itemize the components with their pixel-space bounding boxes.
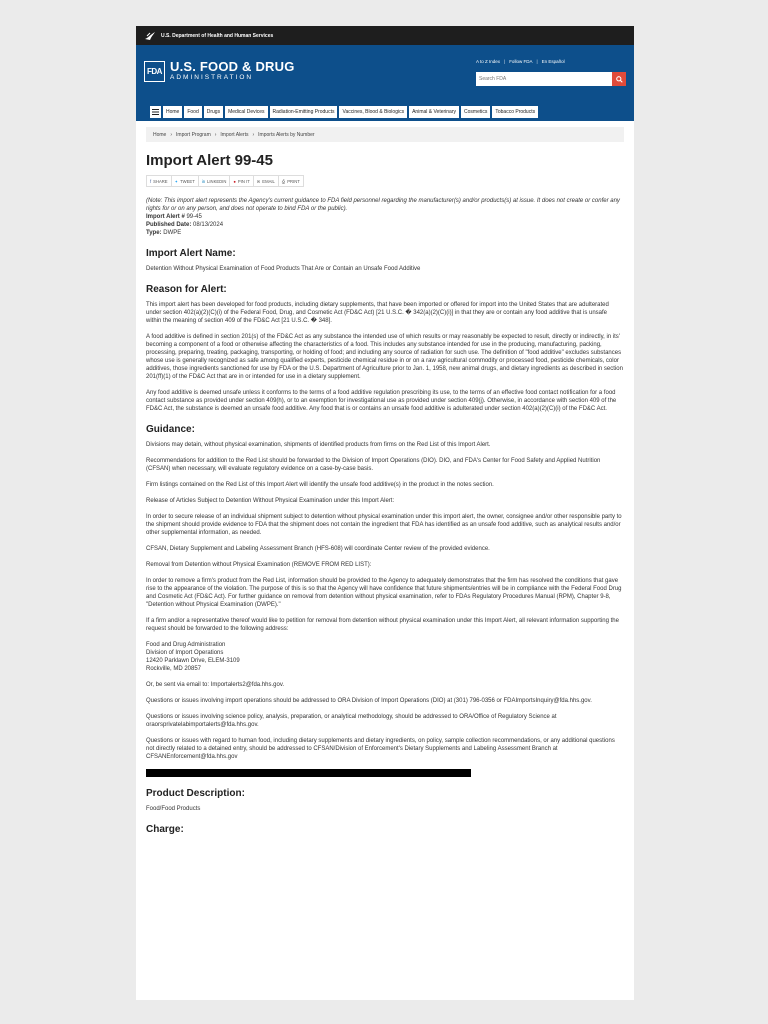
share-label: LINKEDIN [207,178,227,184]
guidance-paragraph: In order to remove a firm's product from the Red List, information should be provided to the Agency to adequately demonstrates that the firm has resolved the conditions that gave rise to the appearance of the violation. The purpose of this is so that the Agency will have confidence that future shipments/entries will be in compliance with the Federal Food Drug and Cosmetic Act (FD&C Act). For further guidance on removal from detention without physical examination, refer to FDAs Regulatory Procedures Manual (RPM), Chapter 9-8, "Detention without Physical Examination (DWPE)." [146,578,622,608]
menu-button[interactable] [150,106,161,118]
section-heading-product-description: Product Description: [146,788,245,799]
search-form [476,72,626,86]
meta-published-date [146,221,624,229]
page-container [136,26,634,1000]
search-input[interactable] [476,72,612,86]
mailing-address [146,641,624,673]
meta-value: 99-45 [186,214,202,220]
meta-type [146,229,624,237]
guidance-paragraph: Firm listings contained on the Red List of this Import Alert will identify the unsafe food additive(s) in the product in the notes section. [146,482,494,488]
email-icon: ✉ [256,178,261,184]
twitter-icon: ✦ [174,178,179,184]
guidance-paragraph: Removal from Detention without Physical Examination (REMOVE FROM RED LIST): [146,562,372,568]
share-label: PIN IT [237,178,250,184]
guidance-paragraph: Recommendations for addition to the Red List should be forwarded to the Division of Import Operations (DIO). DIO, and FDA's Center for Food Safety and Applied Nutrition (CFSAN) when necessary, will evaluate regulatory evidence on a case-by-case basis. [146,458,601,472]
nav-tobacco-products[interactable]: Tobacco Products [492,106,538,118]
page-title: Import Alert 99-45 [146,152,273,169]
section-heading-charge: Charge: [146,824,184,835]
nav-home[interactable]: Home [163,106,182,118]
util-separator: | [504,59,506,64]
reason-paragraph: Any food additive is deemed unsafe unless it conforms to the terms of a food additive regulation prescribing its use, to the terms of an effective food contact notification for a food contact substance as provided under section 409(h), or to an exemption for investigational use as provided under section 409(j). Otherwise, in accordance with section 409 of the FD&C Act, the substance is deemed an unsafe food additive. Any food that is or contains an unsafe food additive is adulterated under section 402(a)(2)(C)(i) of the FD&C Act. [146,390,617,412]
nav-cosmetics[interactable]: Cosmetics [461,106,490,118]
share-label: PRINT [287,178,300,184]
logo-subtitle: ADMINISTRATION [170,74,254,81]
breadcrumb [146,127,624,142]
share-label: SHARE [153,178,168,184]
nav-radiation-emitting-products[interactable]: Radiation-Emitting Products [270,106,338,118]
share-twitter-button[interactable] [171,175,199,187]
nav-drugs[interactable]: Drugs [204,106,223,118]
guidance-paragraph: Release of Articles Subject to Detention Without Physical Examination under this Import Alert: [146,498,395,504]
print-icon: ⎙ [281,178,286,184]
nav-medical-devices[interactable]: Medical Devices [225,106,267,118]
en-espanol-link[interactable]: En Español [541,59,565,64]
meta-label: Published Date: [146,222,192,228]
disclaimer-note: (Note: This import alert represents the Agency's current guidance to FDA field personnel regarding the manufacturer(s) and/or products(s) at issue. It does not create or confer any rights for or on any person, and does not operate to bind FDA or the public). [146,198,620,212]
breadcrumb-separator: › [214,131,217,138]
share-pinterest-button[interactable] [229,175,253,187]
util-separator: | [536,59,538,64]
share-linkedin-button[interactable] [198,175,231,187]
email-instruction: Or, be sent via email to: Importalerts2@fda.hhs.gov. [146,682,285,688]
section-heading-alert-name: Import Alert Name: [146,248,236,259]
breadcrumb-import-alerts[interactable]: Import Alerts [220,131,249,138]
contact-paragraph: Questions or issues involving import operations should be addressed to ORA Division of Import Operations (DIO) at (301) 796-0356 or FDAImportsInquiry@fda.hhs.gov. [146,698,592,704]
hhs-bar [136,26,634,45]
reason-paragraph: This import alert has been developed for food products, including dietary supplements, that have been imported or offered for import into the United States that are adulterated under section 402(a)(2)(C)(i) of the Federal Food, Drug, and Cosmetic Act (FD&C Act) [21 U.S.C. � 342(a)(2)(C)(i)] in that they are or contain any food additive that is unsafe within the meaning of section 409 of the FD&C Act [21 U.S.C. � 348]. [146,302,609,324]
address-line: 12420 Parklawn Drive, ELEM-3109 [146,658,240,664]
print-button[interactable] [278,175,304,187]
utility-links [476,59,565,64]
meta-value: 08/13/2024 [193,222,224,228]
share-facebook-button[interactable] [146,175,172,187]
section-heading-guidance: Guidance: [146,424,195,435]
reason-paragraph: A food additive is defined in section 201(s) of the FD&C Act as any substance the intended use of which results or may reasonably be expected to result, directly or indirectly, in its' becoming a component of a food or otherwise affecting the characteristics of a food. This includes any substance intended for use in the producing, manufacturing, packing, processing, preparing, treating, packaging, transporting, or holding of food; and including any source of radiation for such use. The definition of "food additive" excludes substances whose use is generally recognized as safe among qualified experts, pesticide chemical residue in or on a raw agricultural commodity or processed food, pesticide chemicals, color additives, those ingredients sanctioned for use by FDA or the U.S. Department of Agriculture prior to Jan. 1, 1958, new animal drugs, and dietary ingredients as described in section 201(ff)(1) of the FD&C Act that are in or intended for use in a dietary supplement. [146,334,623,380]
alert-name-text: Detention Without Physical Examination of Food Products That Are or Contain an Unsafe Food Additive [146,266,421,272]
main-nav [136,103,634,121]
meta-label: Type: [146,230,162,236]
guidance-paragraph: CFSAN, Dietary Supplement and Labeling Assessment Branch (HFS-608) will coordinate Center review of the provided evidence. [146,546,490,552]
hhs-bar-text[interactable]: U.S. Department of Health and Human Services [161,32,274,39]
guidance-paragraph: If a firm and/or a representative thereof would like to petition for removal from detention without physical examination under this Import Alert, all relevant information supporting the request should be forwarded to the following address: [146,618,619,632]
logo-title: U.S. FOOD & DRUG [170,59,295,74]
facebook-icon: f [150,178,152,184]
share-email-button[interactable] [253,175,279,187]
follow-fda-link[interactable]: Follow FDA [509,59,533,64]
nav-vaccines-blood-biologics[interactable]: Vaccines, Blood & Biologics [339,106,407,118]
breadcrumb-separator: › [170,131,173,138]
breadcrumb-home[interactable]: Home [153,131,167,138]
meta-alert-number [146,213,624,221]
breadcrumb-import-program[interactable]: Import Program [176,131,211,138]
meta-label: Import Alert # [146,214,185,220]
pinterest-icon: ● [233,178,236,184]
main-content [136,153,634,836]
product-description-text: Food/Food Products [146,806,201,812]
guidance-paragraph: In order to secure release of an individual shipment subject to detention without physical examination under this import alert, the owner, consignee and/or other responsible party to the shipment should provide evidence to FDA that the shipment does not contain the ingredient that FDA has identified as an unsafe food additive, such as analytical results and/or other supplemental information, as needed. [146,514,622,536]
hhs-eagle-icon [144,31,156,41]
menu-icon [152,109,159,115]
address-line: Food and Drug Administration [146,642,226,648]
share-label: TWEET [180,178,195,184]
breadcrumb-alerts-by-number[interactable]: Imports Alerts by Number [258,131,315,138]
meta-value: DWPE [163,230,182,236]
contact-paragraph: Questions or issues with regard to human food, including dietary supplements and dietary ingredients, on policy, sample collection recommendations, or any additional questions not directly related to a detained entry, should be addressed to CFSAN/Division of Enforcement's Dietary Supplements and Labeling Assessment Branch at CFSANEnforcement@fda.hhs.gov [146,738,615,760]
contact-paragraph: Questions or issues involving science policy, analysis, preparation, or analytical methodology, should be addressed to ORA/Office of Regulatory Science at oraorsprivatelabimportalerts@fda.hhs.gov. [146,714,557,728]
guidance-paragraph: Divisions may detain, without physical examination, shipments of identified products from firms on the Red List of this Import Alert. [146,442,491,448]
search-icon [616,76,623,83]
address-line: Division of Import Operations [146,650,224,656]
share-bar [146,175,624,187]
section-heading-reason: Reason for Alert: [146,284,227,295]
nav-food[interactable]: Food [184,106,201,118]
share-label: EMAIL [262,178,275,184]
fda-logo[interactable] [144,60,295,82]
search-button[interactable] [612,72,626,86]
breadcrumb-separator: › [252,131,255,138]
address-line: Rockville, MD 20857 [146,666,202,672]
linkedin-icon: in [201,178,206,184]
site-header [136,45,634,103]
fda-logo-mark: FDA [144,61,165,82]
a-to-z-link[interactable]: A to Z Index [476,59,501,64]
redaction-bar [146,769,471,777]
nav-animal-veterinary[interactable]: Animal & Veterinary [409,106,459,118]
